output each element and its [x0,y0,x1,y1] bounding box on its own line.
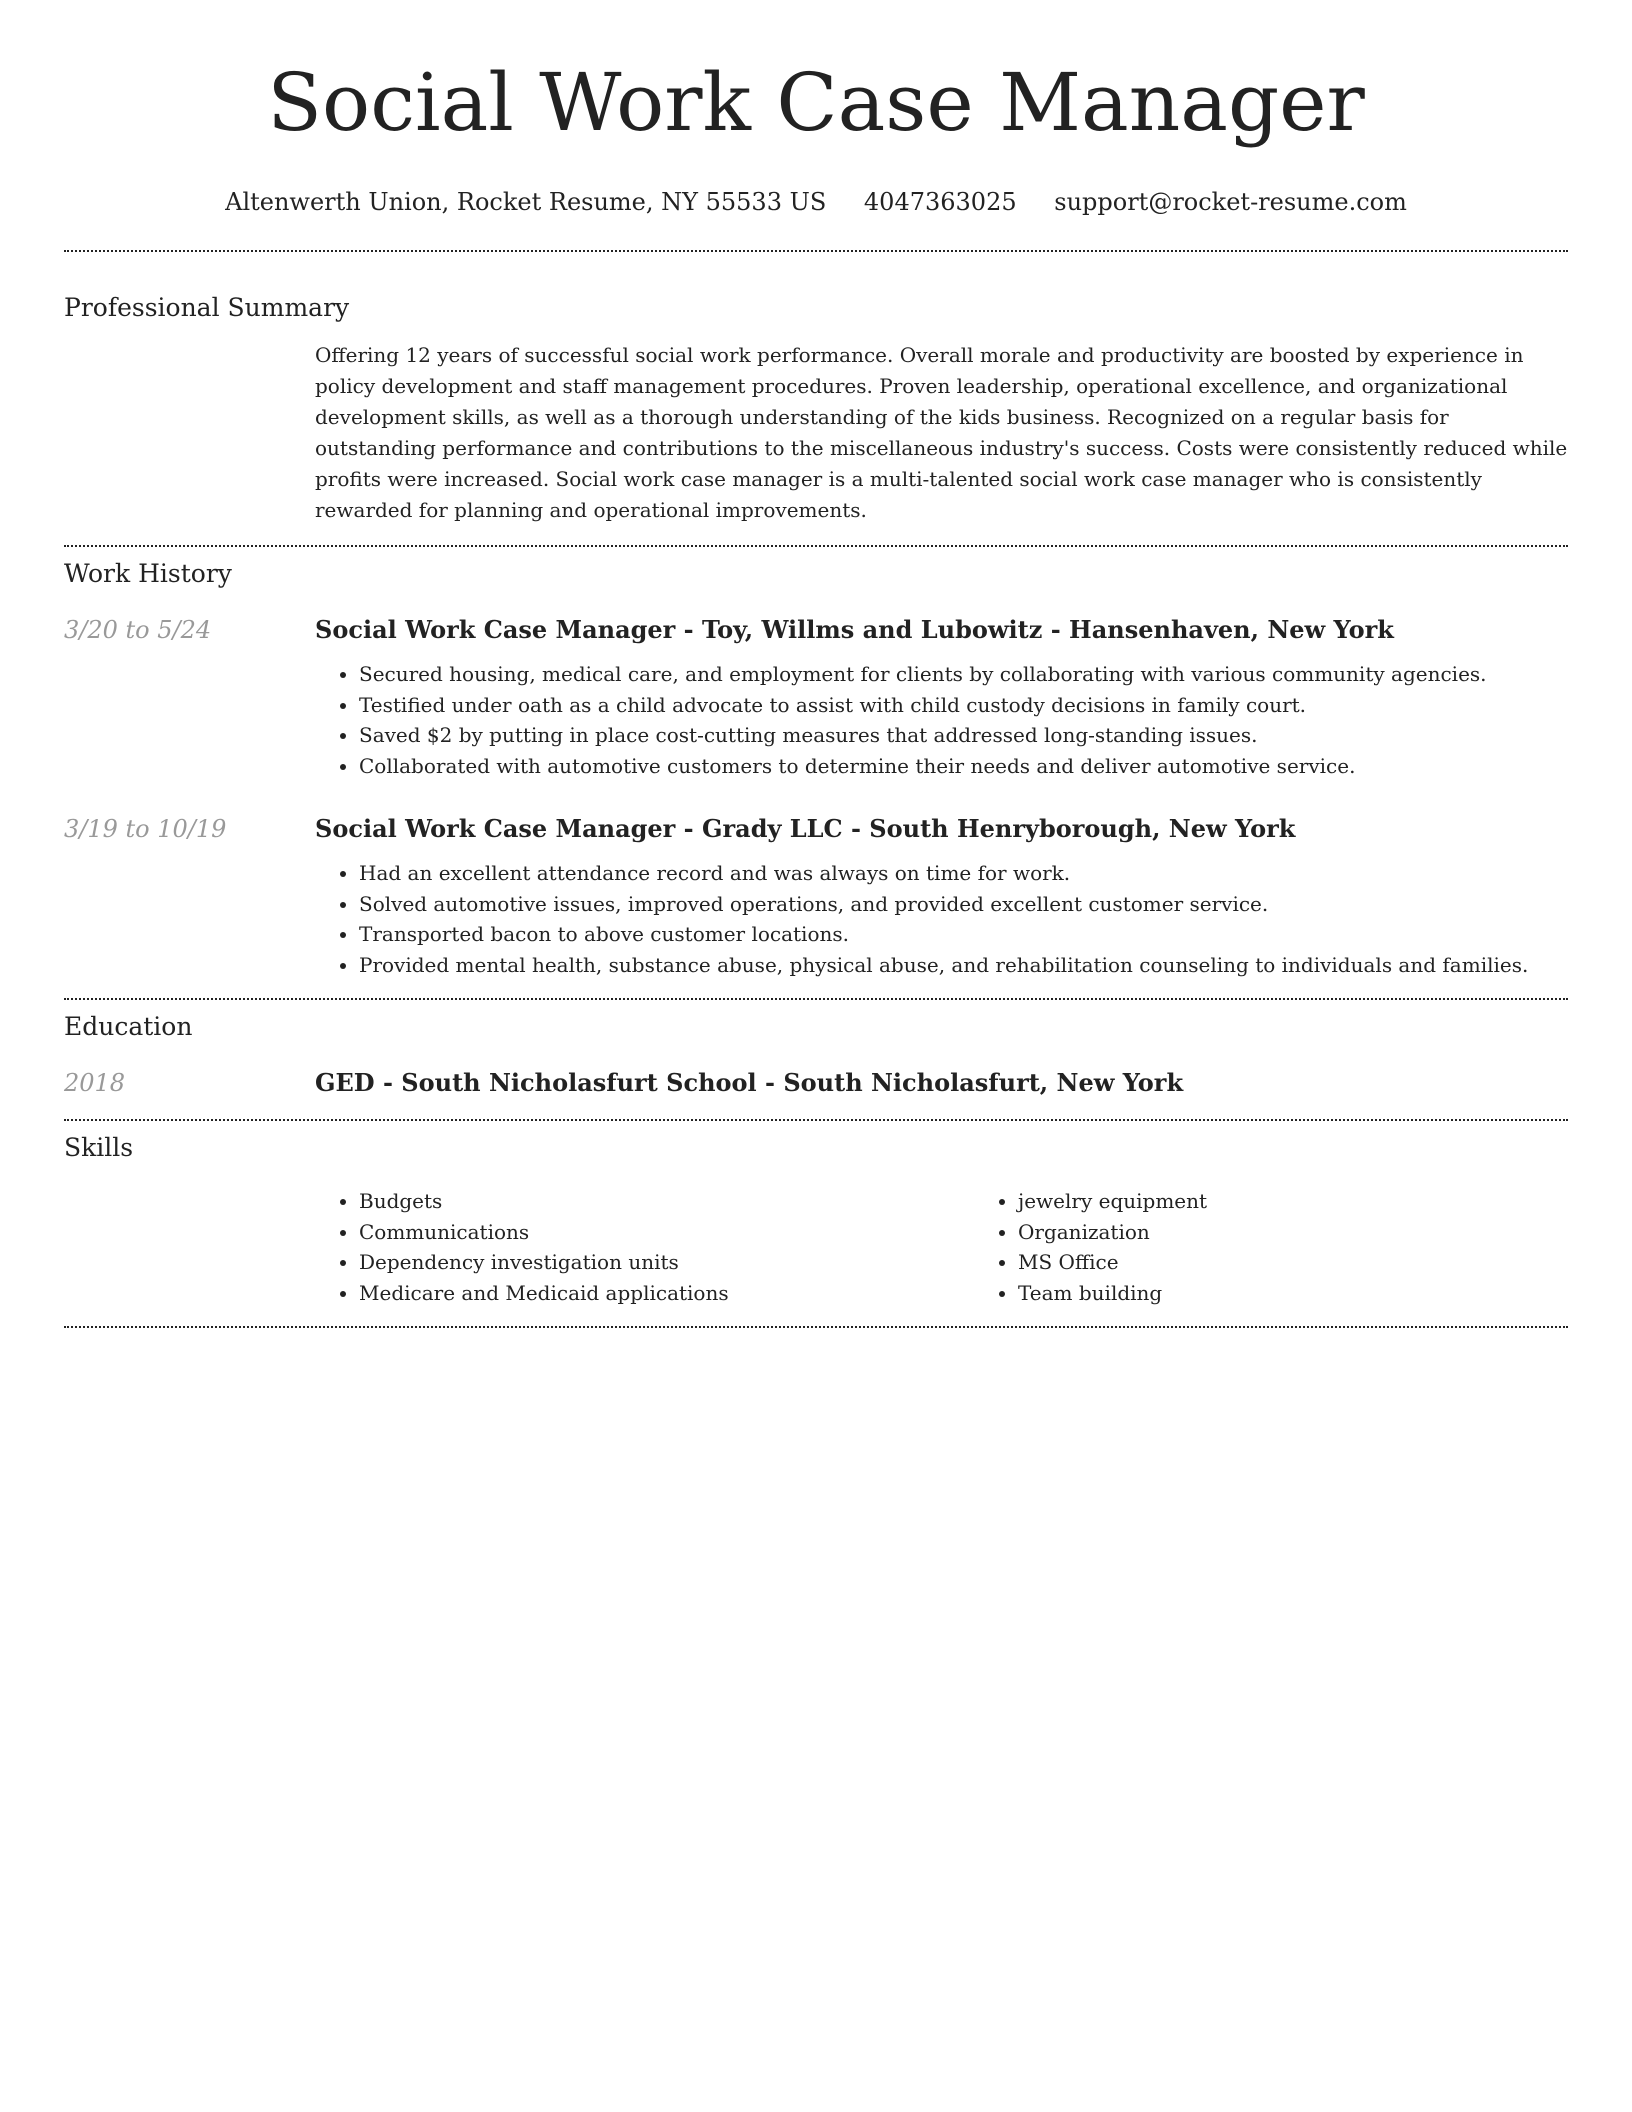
skills-list-2 [974,1186,1568,1308]
summary-text: Offering 12 years of successful social work performance. Overall morale and productivity are boosted by experience in policy development and staff management procedures. Proven leadership, operational excellence, and organizational development skills, as well as a thorough understanding of the kids business. Recognized on a regular basis for outstanding performance and contributions to the miscellaneous industry's success. Costs were consistently reduced while profits were increased. Social work case manager is a multi-talented social work case manager who is consistently rewarded for planning and operational improvements. [315,343,1568,522]
divider [64,1119,1568,1121]
list-item: • Budgets [359,1186,974,1217]
list-item: • Testified under oath as a child advocate to assist with child custody decisions in family court. [359,690,1568,721]
divider [64,250,1568,252]
summary-section [64,292,1568,526]
divider [64,998,1568,1000]
summary-body [315,340,1568,526]
section-title-education: Education [64,1012,193,1041]
divider [64,1326,1568,1328]
education-heading: GED - South Nicholasfurt School - South Nicholasfurt, New York [315,1068,1184,1097]
divider [64,545,1568,547]
list-item: • Had an excellent attendance record and was always on time for work. [359,858,1568,889]
education-entry [64,1067,1568,1099]
list-item: • Team building [1018,1278,1568,1309]
list-item: • Collaborated with automotive customers to determine their needs and deliver automotive service. [359,751,1568,782]
skills-row [64,1186,1568,1308]
skills-list-1 [315,1186,974,1308]
job-entry [64,614,1568,781]
list-item: • Communications [359,1217,974,1248]
candidate-name: Social Work Case Manager [267,56,1365,149]
list-item: • jewelry equipment [1018,1186,1568,1217]
job-entry [64,813,1568,980]
job-bullets [315,659,1568,781]
skills-columns [315,1186,1568,1308]
job-dates: 3/19 to 10/19 [64,815,227,843]
list-item: • Dependency investigation units [359,1247,974,1278]
list-item: • Medicare and Medicaid applications [359,1278,974,1309]
list-item: • Secured housing, medical care, and employment for clients by collaborating with various community agencies. [359,659,1568,690]
phone: 4047363025 [863,188,1017,216]
contact-line [64,186,1568,218]
education-details [315,1067,1568,1099]
job-details [315,813,1568,980]
job-bullets [315,858,1568,980]
address: Altenwerth Union, Rocket Resume, NY 55533 US [225,188,827,216]
list-item: • Provided mental health, substance abuse, physical abuse, and rehabilitation counseling to individuals and families. [359,950,1568,981]
list-item: • Saved $2 by putting in place cost-cutting measures that addressed long-standing issues. [359,720,1568,751]
job-dates: 3/20 to 5/24 [64,616,212,644]
education-section [64,1011,1568,1099]
job-heading: Social Work Case Manager - Toy, Willms and Lubowitz - Hansenhaven, New York [315,615,1394,644]
skills-section [64,1132,1568,1308]
work-history-section [64,558,1568,980]
section-title-work: Work History [64,559,232,588]
job-heading: Social Work Case Manager - Grady LLC - South Henryborough, New York [315,814,1296,843]
job-details [315,614,1568,781]
section-title-summary: Professional Summary [64,293,350,322]
list-item: • Transported bacon to above customer locations. [359,919,1568,950]
summary-row [64,340,1568,526]
list-item: • Solved automotive issues, improved operations, and provided excellent customer service. [359,889,1568,920]
email: support@rocket-resume.com [1054,188,1407,216]
section-title-skills: Skills [64,1133,134,1162]
list-item: • MS Office [1018,1247,1568,1278]
list-item: • Organization [1018,1217,1568,1248]
education-year: 2018 [64,1069,126,1097]
